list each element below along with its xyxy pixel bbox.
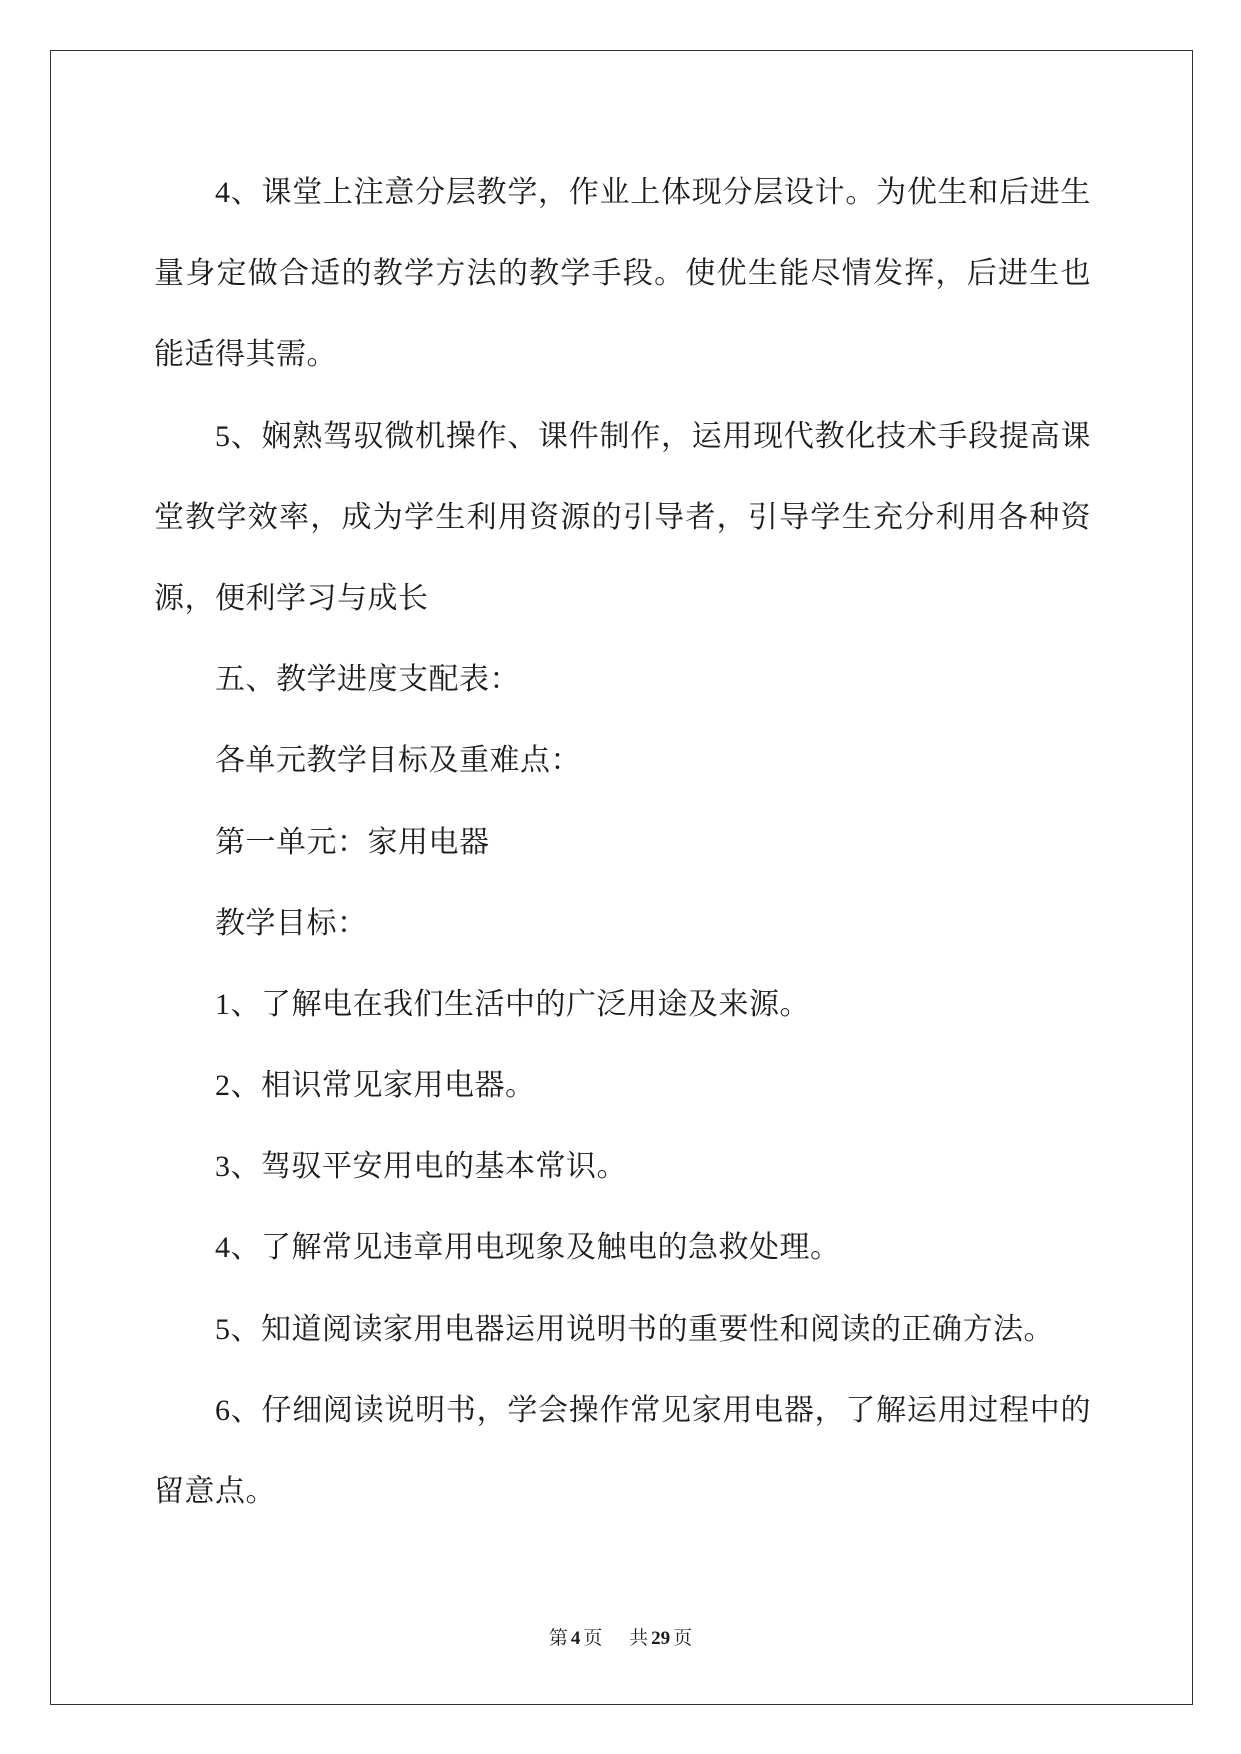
text-line: 能适得其需。 xyxy=(154,338,337,372)
objective-item: 2、相识常见家用电器。 xyxy=(215,1069,536,1103)
objective-item: 5、知道阅读家用电器运用说明书的重要性和阅读的正确方法。 xyxy=(215,1312,1054,1346)
objectives-label: 教学目标： xyxy=(215,906,368,940)
objective-item xyxy=(154,1370,1091,1532)
paragraph-computer-skills xyxy=(154,396,1091,640)
total-pages-number: 29 xyxy=(651,1628,671,1649)
current-page-suffix: 页 xyxy=(583,1628,603,1649)
total-pages-group xyxy=(629,1628,692,1649)
text-line: 量身定做合适的教学方法的教学手段。使优生能尽情发挥，后进生也 xyxy=(154,257,1091,291)
text-line: 6、仔细阅读说明书，学会操作常见家用电器，了解运用过程中的 xyxy=(215,1393,1091,1427)
current-page-prefix: 第 xyxy=(548,1628,568,1649)
total-pages-prefix: 共 xyxy=(629,1628,649,1649)
objective-item: 3、驾驭平安用电的基本常识。 xyxy=(215,1150,627,1184)
objective-item: 1、了解电在我们生活中的广泛用途及来源。 xyxy=(215,987,810,1021)
text-line: 5、娴熟驾驭微机操作、课件制作，运用现代教化技术手段提高课 xyxy=(215,419,1091,453)
current-page-group xyxy=(549,1628,607,1649)
section-heading: 五、教学进度支配表： xyxy=(215,663,520,697)
text-line: 堂教学效率，成为学生利用资源的引导者，引导学生充分利用各种资 xyxy=(154,500,1091,534)
current-page-number: 4 xyxy=(570,1628,581,1649)
unit-title: 第一单元：家用电器 xyxy=(215,825,490,859)
subsection-heading: 各单元教学目标及重难点： xyxy=(215,744,581,778)
paragraph-layered-teaching xyxy=(154,152,1091,396)
text-line: 留意点。 xyxy=(154,1475,276,1508)
text-line: 源，便利学习与成长 xyxy=(154,581,429,615)
text-line: 4、课堂上注意分层教学，作业上体现分层设计。为优生和后进生 xyxy=(215,176,1091,209)
document-body xyxy=(154,152,1091,1532)
total-pages-suffix: 页 xyxy=(673,1628,693,1649)
objective-item: 4、了解常见违章用电现象及触电的急救处理。 xyxy=(215,1231,841,1265)
page-footer xyxy=(0,1626,1241,1652)
